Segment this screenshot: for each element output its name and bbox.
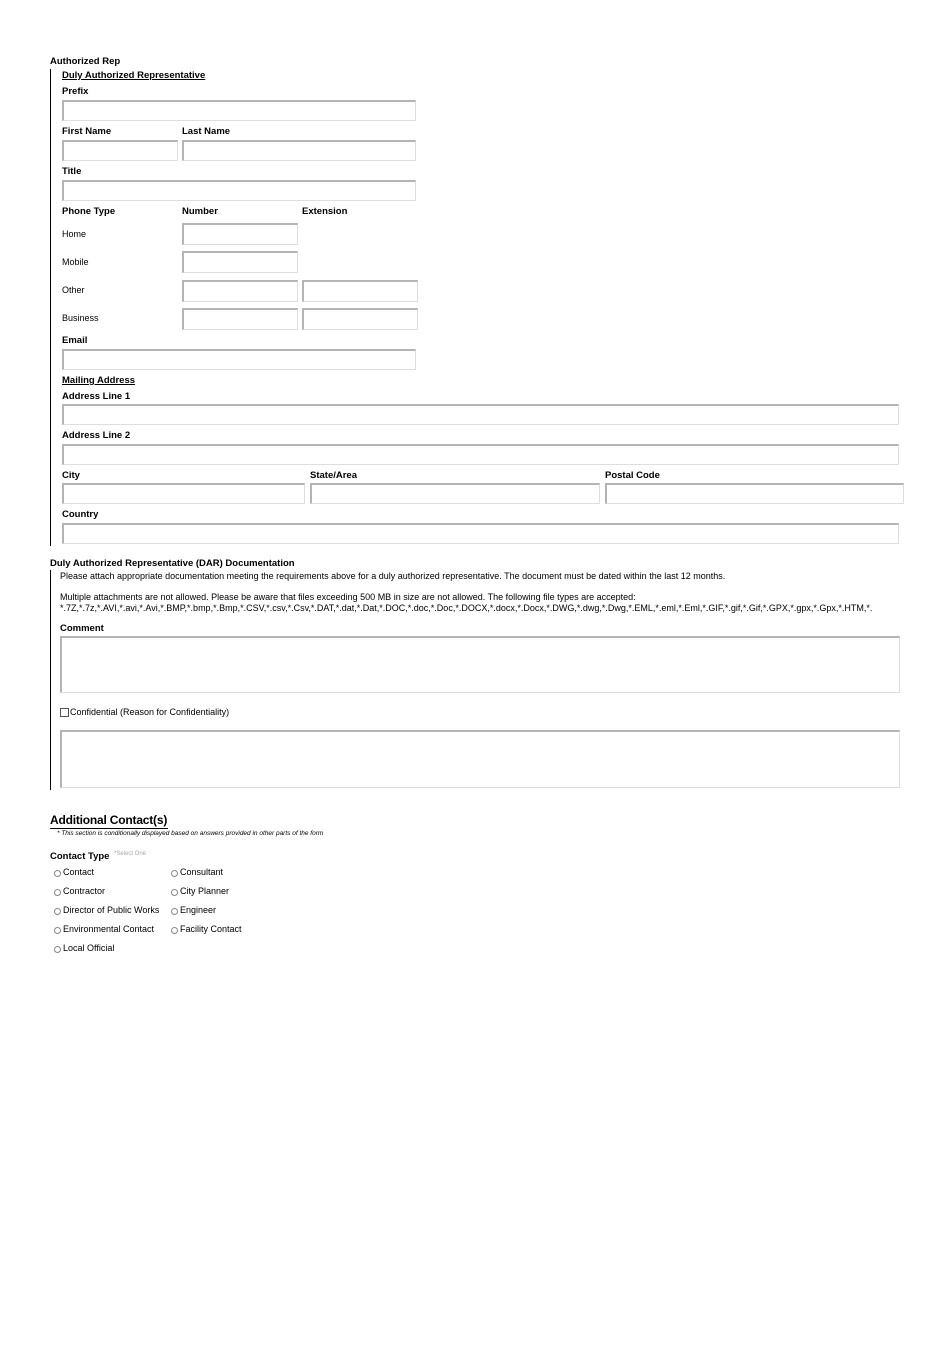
radio-button[interactable] [54, 946, 61, 953]
prefix-field[interactable] [62, 100, 416, 121]
contact-type-option-environmental-contact[interactable]: Environmental Contact [54, 924, 154, 934]
accepted-file-types: *.7Z,*.7z,*.AVI,*.avi,*.Avi,*.BMP,*.bmp,*.Bmp,*.CSV,*.csv,*.Csv,*.DAT,*.dat,*.Dat,*.DOC,*.doc,*.Doc,*.DOCX,*.docx,*.Docx,*.DWG,*.dwg,*.Dwg,*.EML,*.eml,*.Eml,*.GIF,*.gif,*.Gif,*.GPX,*.gpx,*.Gpx,*.HTM,*. [60, 603, 873, 613]
radio-button[interactable] [54, 927, 61, 934]
phone-type-other: Other [62, 285, 85, 295]
section-rule [50, 570, 51, 790]
contact-type-option-local-official[interactable]: Local Official [54, 943, 114, 953]
radio-button[interactable] [54, 870, 61, 877]
dar-documentation-title: Duly Authorized Representative (DAR) Documentation [50, 558, 295, 569]
other-extension-field[interactable] [302, 280, 418, 302]
address-line1-label: Address Line 1 [62, 391, 131, 402]
last-name-field[interactable] [182, 140, 416, 161]
country-field[interactable] [62, 523, 899, 544]
state-field[interactable] [310, 483, 600, 504]
mobile-number-field[interactable] [182, 251, 298, 273]
title-field[interactable] [62, 180, 416, 201]
contact-type-option-facility-contact[interactable]: Facility Contact [171, 924, 242, 934]
phone-type-mobile: Mobile [62, 257, 89, 267]
confidentiality-reason-textarea[interactable] [60, 730, 900, 788]
section-title-authorized-rep: Authorized Rep [50, 56, 121, 67]
section-rule [50, 69, 51, 546]
radio-button[interactable] [54, 908, 61, 915]
contact-type-option-contractor[interactable]: Contractor [54, 886, 105, 896]
contact-type-option-director-of-public-works[interactable]: Director of Public Works [54, 905, 159, 915]
contact-type-option-consultant[interactable]: Consultant [171, 867, 223, 877]
contact-type-option-engineer[interactable]: Engineer [171, 905, 216, 915]
contact-type-option-city-planner[interactable]: City Planner [171, 886, 229, 896]
city-label: City [62, 470, 80, 481]
contact-type-label: Contact Type [50, 851, 110, 862]
contact-type-option-contact[interactable]: Contact [54, 867, 94, 877]
address-line1-field[interactable] [62, 404, 899, 425]
title-underline [50, 828, 168, 829]
confidential-label: Confidential (Reason for Confidentiality) [70, 707, 230, 717]
email-field[interactable] [62, 349, 416, 370]
title-label: Title [62, 166, 82, 177]
extension-label: Extension [302, 206, 348, 217]
number-label: Number [182, 206, 218, 217]
city-field[interactable] [62, 483, 305, 504]
address-line2-label: Address Line 2 [62, 430, 131, 441]
first-name-label: First Name [62, 126, 112, 137]
country-label: Country [62, 509, 99, 520]
business-extension-field[interactable] [302, 308, 418, 330]
additional-contacts-title: Additional Contact(s) [50, 813, 168, 827]
state-label: State/Area [310, 470, 357, 481]
confidential-option[interactable] [60, 707, 229, 717]
phone-type-home: Home [62, 229, 87, 239]
address-line2-field[interactable] [62, 444, 899, 465]
phone-type-business: Business [62, 313, 99, 323]
confidential-checkbox[interactable] [60, 708, 69, 717]
prefix-label: Prefix [62, 86, 89, 97]
subsection-title-duly-authorized-representative: Duly Authorized Representative [62, 70, 206, 81]
other-number-field[interactable] [182, 280, 298, 302]
radio-button[interactable] [171, 927, 178, 934]
mailing-address-title: Mailing Address [62, 375, 136, 386]
radio-button[interactable] [171, 908, 178, 915]
comment-textarea[interactable] [60, 636, 900, 693]
comment-label: Comment [60, 623, 104, 634]
conditional-display-note: * This section is conditionally displayed based on answers provided in other parts of the form [57, 830, 324, 837]
dar-instruction: Please attach appropriate documentation meeting the requirements above for a duly authorized representative. The document must be dated within the last 12 months. [60, 571, 726, 581]
radio-button[interactable] [171, 870, 178, 877]
first-name-field[interactable] [62, 140, 178, 161]
postal-code-label: Postal Code [605, 470, 660, 481]
radio-button[interactable] [171, 889, 178, 896]
business-number-field[interactable] [182, 308, 298, 330]
email-label: Email [62, 335, 88, 346]
postal-code-field[interactable] [605, 483, 904, 504]
last-name-label: Last Name [182, 126, 231, 137]
phone-type-label: Phone Type [62, 206, 116, 217]
home-number-field[interactable] [182, 223, 298, 245]
select-one-hint: *Select One [114, 851, 147, 857]
radio-button[interactable] [54, 889, 61, 896]
attachments-note: Multiple attachments are not allowed. Please be aware that files exceeding 500 MB in size are not allowed. The following file types are accepted: [60, 592, 636, 602]
